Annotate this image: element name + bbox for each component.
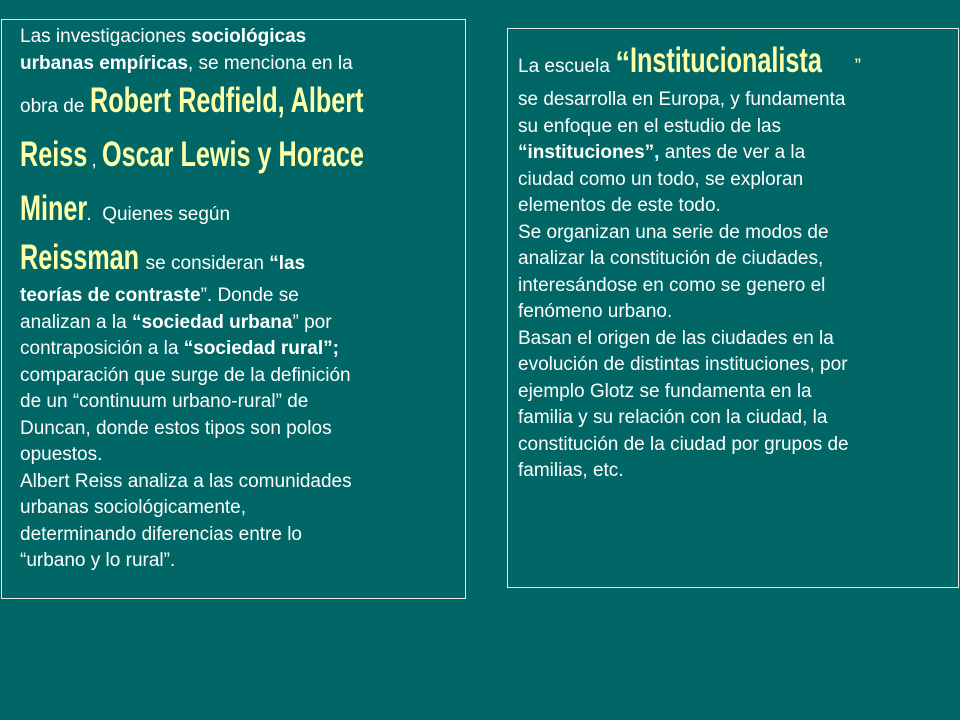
quote-open: “	[615, 46, 631, 79]
bold-span: “sociedad urbana	[131, 311, 293, 333]
text-span: ,	[91, 150, 97, 171]
text-span: antes de ver a la	[659, 142, 806, 163]
author-name-reiss: Reiss	[20, 135, 88, 174]
right-line: evolución de distintas instituciones, por	[518, 354, 848, 375]
author-name-reissman: Reissman	[20, 238, 140, 277]
quote-close: ”	[854, 56, 861, 77]
right-line: elementos de este todo.	[518, 195, 721, 216]
right-line: Basan el origen de las ciudades en la	[518, 327, 834, 349]
right-title-line	[518, 41, 950, 87]
left-line-4	[20, 131, 455, 185]
left-line-8	[20, 310, 455, 337]
author-name-miner: Miner	[20, 189, 88, 228]
left-line-6	[20, 239, 455, 283]
right-text-box	[507, 28, 959, 588]
text-span: , se menciona en la	[187, 52, 353, 74]
text-span: Quienes según	[102, 204, 231, 225]
left-line-1	[20, 24, 455, 51]
left-line-14: Albert Reiss analiza a las comunidades	[20, 470, 352, 492]
school-title: Institucionalista	[630, 41, 823, 80]
right-line: interesándose en como se genero el	[518, 274, 826, 296]
text-span: contraposición a la	[20, 338, 184, 359]
bold-span: “las	[269, 253, 306, 274]
text-span: ” por	[292, 311, 332, 333]
left-line-9	[20, 336, 455, 363]
author-names: Oscar Lewis y Horace	[101, 135, 364, 174]
right-line: su enfoque en el estudio de las	[518, 115, 782, 137]
text-span: ”. Donde se	[200, 285, 299, 306]
left-line-15: urbanas sociológicamente,	[20, 497, 247, 518]
right-line	[518, 140, 950, 167]
left-line-2	[20, 51, 455, 78]
bold-span: sociológicas	[191, 26, 307, 47]
bold-span: teorías de contraste	[20, 285, 201, 306]
left-text-box	[1, 19, 466, 599]
right-line: analizar la constitución de ciudades,	[518, 248, 824, 269]
text-span: La escuela	[518, 56, 616, 77]
left-line-12: Duncan, donde estos tipos son polos	[20, 417, 332, 439]
text-span: .	[86, 204, 92, 225]
right-line: se desarrolla en Europa, y fundamenta	[518, 89, 846, 110]
right-line: fenómeno urbano.	[518, 301, 673, 322]
left-line-10: comparación que surge de la definición	[20, 364, 351, 386]
left-line-11: de un “continuum urbano-rural” de	[20, 391, 309, 412]
author-names: Robert Redfield, Albert	[89, 81, 364, 120]
text-span: analizan a la	[20, 311, 132, 333]
bold-span: “sociedad rural”;	[183, 338, 339, 359]
right-line: constitución de la ciudad por grupos de	[518, 433, 849, 455]
bold-span: “instituciones”,	[518, 142, 660, 163]
left-line-17: “urbano y lo rural”.	[20, 550, 176, 571]
left-line-16: determinando diferencias entre lo	[20, 523, 303, 545]
left-line-13: opuestos.	[20, 444, 103, 465]
text-span: obra de	[20, 96, 90, 117]
right-line: familia y su relación con la ciudad, la	[518, 407, 828, 428]
text-span: se consideran	[140, 253, 270, 274]
right-line: Se organizan una serie de modos de	[518, 221, 829, 243]
text-span: Las investigaciones	[20, 26, 192, 47]
bold-span: urbanas empíricas	[20, 52, 188, 74]
right-line: ejemplo Glotz se fundamenta en la	[518, 380, 812, 402]
right-line: ciudad como un todo, se exploran	[518, 168, 804, 190]
left-line-3	[20, 77, 455, 131]
left-line-7	[20, 283, 455, 310]
left-line-5	[20, 185, 455, 239]
right-line: familias, etc.	[518, 460, 624, 481]
